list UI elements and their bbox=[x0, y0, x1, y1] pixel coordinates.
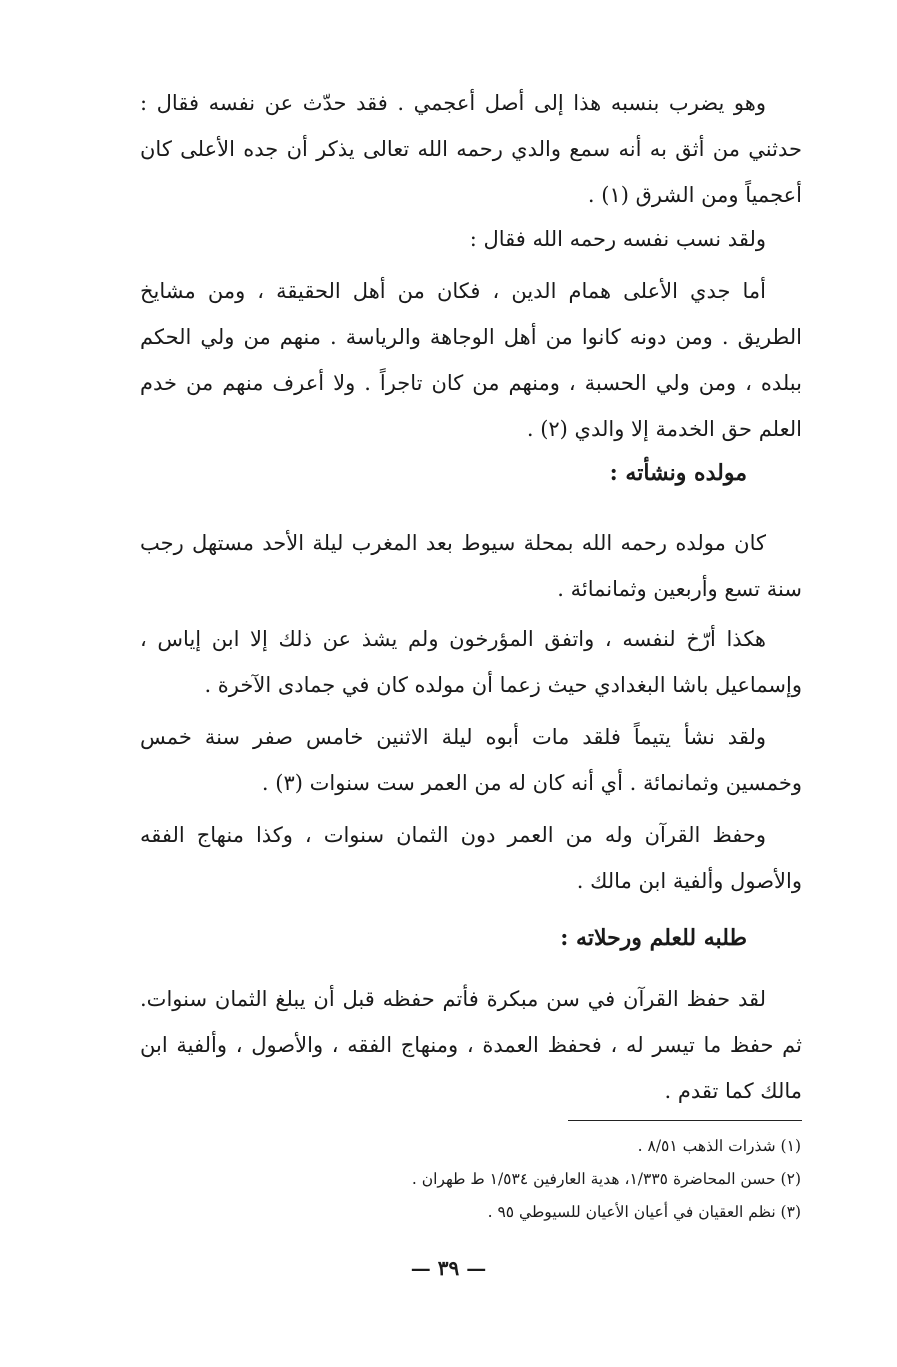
paragraph-7-text: وحفظ القرآن وله من العمر دون الثمان سنوات ، وكذا منهاج الفقه والأصول وألفية ابن مالك . bbox=[140, 823, 802, 893]
paragraph-8-text: لقد حفظ القرآن في سن مبكرة فأتم حفظه قبل أن يبلغ الثمان سنوات. ثم حفظ ما تيسر له ، فحفظ العمدة ، ومنهاج الفقه ، والأصول ، وألفية ابن مالك كما تقدم . bbox=[140, 987, 802, 1103]
footnote-1: (١) شذرات الذهب ٨/٥١ . bbox=[637, 1137, 801, 1155]
paragraph-6 bbox=[140, 714, 802, 806]
paragraph-1-text: وهو يضرب بنسبه هذا إلى أصل أعجمي . فقد حدّث عن نفسه فقال : حدثني من أثق به أنه سمع والدي رحمه الله تعالى يذكر أن جده الأعلى كان أعجمياً ومن الشرق (١) . bbox=[140, 91, 802, 207]
paragraph-2-text: ولقد نسب نفسه رحمه الله فقال : bbox=[469, 227, 766, 251]
footnote-separator bbox=[568, 1120, 802, 1121]
paragraph-5-text: هكذا أرّخ لنفسه ، واتفق المؤرخون ولم يشذ عن ذلك إلا ابن إياس ، وإسماعيل باشا البغدادي حيث زعما أن مولده كان في جمادى الآخرة . bbox=[140, 627, 802, 697]
section-heading-study: طلبه للعلم ورحلاته : bbox=[560, 925, 747, 951]
paragraph-4-text: كان مولده رحمه الله بمحلة سيوط بعد المغرب ليلة الأحد مستهل رجب سنة تسع وأربعين وثمانمائة . bbox=[140, 531, 802, 601]
footnote-3: (٣) نظم العقيان في أعيان الأعيان للسيوطي ٩٥ . bbox=[487, 1203, 801, 1221]
paragraph-8 bbox=[140, 976, 802, 1114]
footnote-2: (٢) حسن المحاضرة ١/٣٣٥، هدية العارفين ١/٥٣٤ ط طهران . bbox=[411, 1170, 801, 1188]
footnotes bbox=[181, 1130, 801, 1229]
paragraph-3-text: أما جدي الأعلى همام الدين ، فكان من أهل الحقيقة ، ومن مشايخ الطريق . ومن دونه كانوا من أهل الوجاهة والرياسة . منهم من ولي الحكم ببلده ، ومن ولي الحسبة ، ومنهم من كان تاجراً . ولا أعرف منهم من خدم العلم حق الخدمة إلا والدي (٢) . bbox=[140, 279, 802, 441]
section-heading-birth: مولده ونشأته : bbox=[609, 460, 747, 486]
paragraph-1 bbox=[140, 80, 802, 218]
paragraph-5 bbox=[140, 616, 802, 708]
paragraph-7 bbox=[140, 812, 802, 904]
paragraph-3 bbox=[140, 268, 802, 452]
paragraph-4 bbox=[140, 520, 802, 612]
page-number: — ٣٩ — bbox=[410, 1256, 487, 1280]
paragraph-6-text: ولقد نشأ يتيماً فلقد مات أبوه ليلة الاثنين خامس صفر سنة خمس وخمسين وثمانمائة . أي أنه كان له من العمر ست سنوات (٣) . bbox=[140, 725, 802, 795]
paragraph-2 bbox=[140, 216, 802, 262]
